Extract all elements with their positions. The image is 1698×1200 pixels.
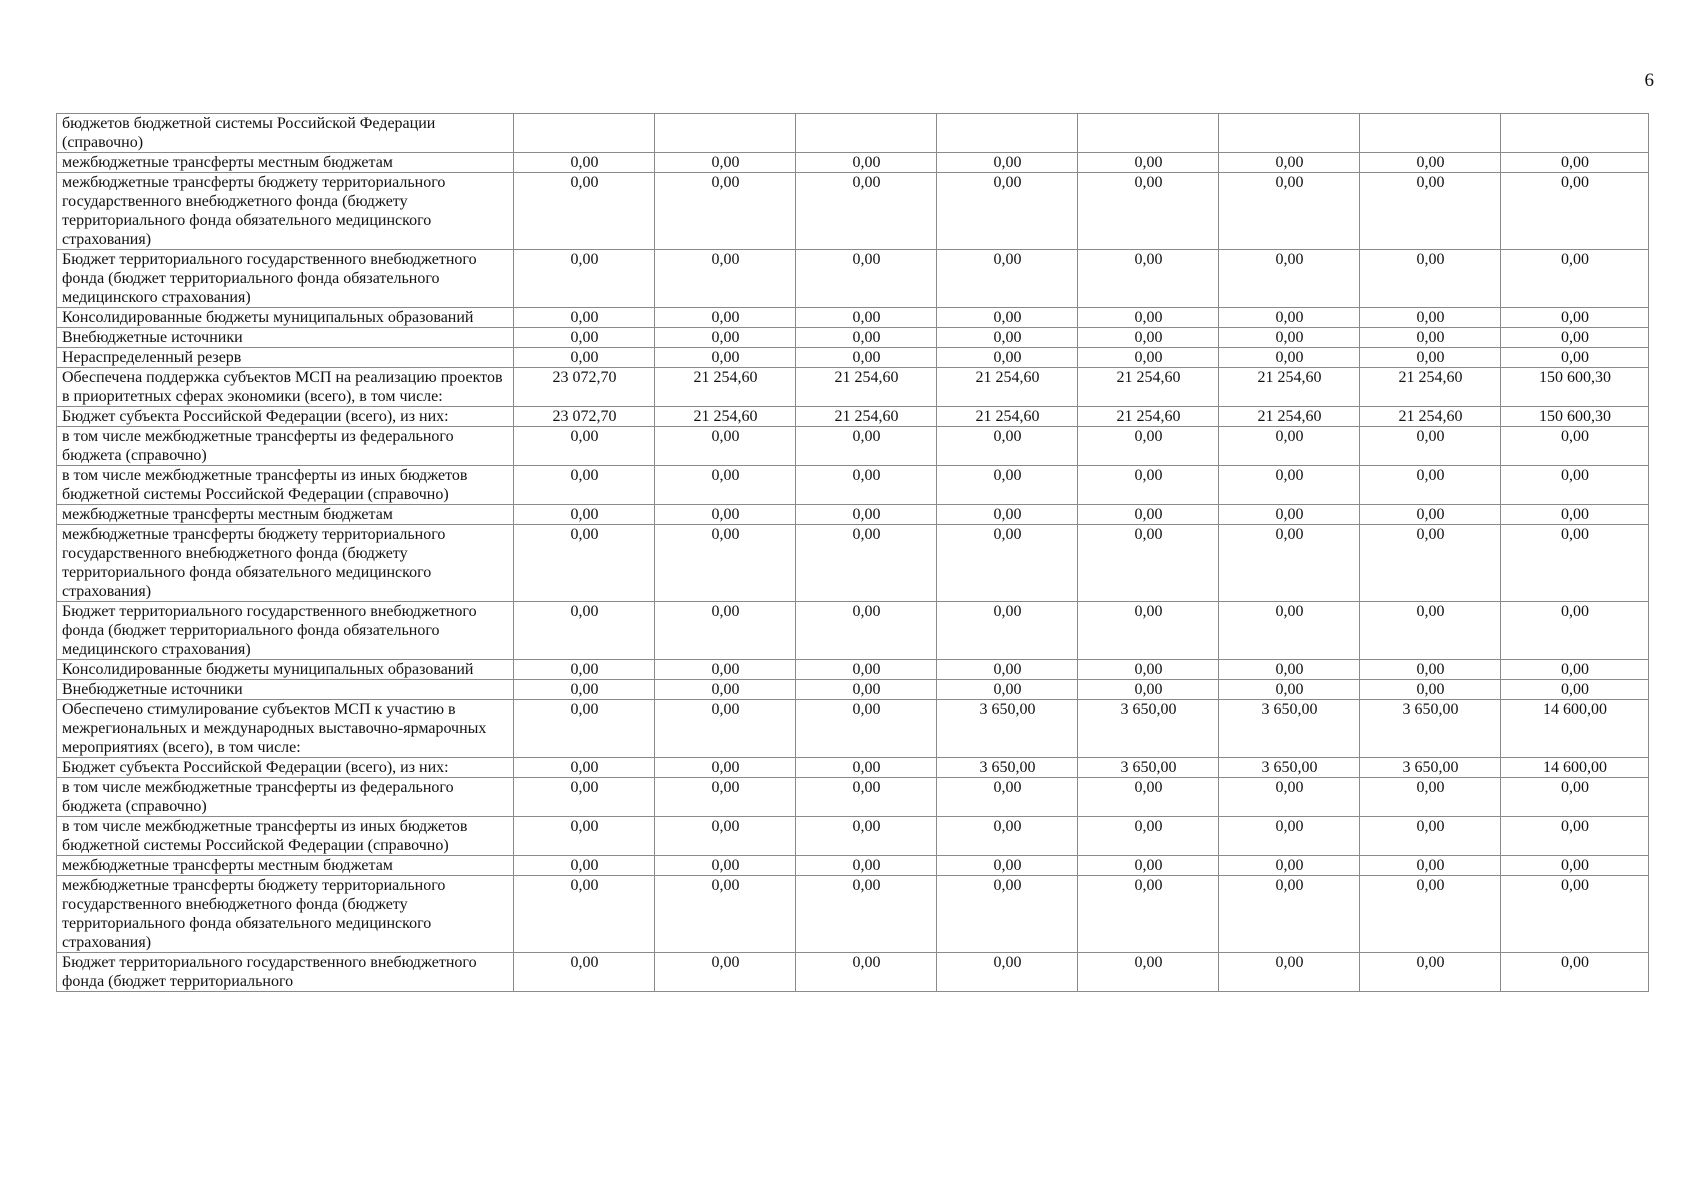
value-cell: 21 254,60 (1360, 368, 1501, 407)
value-cell: 21 254,60 (1078, 407, 1219, 427)
value-cell: 0,00 (514, 505, 655, 525)
value-cell: 21 254,60 (655, 407, 796, 427)
total-cell: 0,00 (1501, 308, 1649, 328)
value-cell: 3 650,00 (1078, 700, 1219, 758)
value-cell: 0,00 (1078, 466, 1219, 505)
value-cell: 0,00 (1360, 817, 1501, 856)
table-row (57, 680, 1649, 700)
value-cell: 0,00 (1078, 856, 1219, 876)
value-cell: 0,00 (1360, 153, 1501, 173)
value-cell: 0,00 (1219, 856, 1360, 876)
value-cell: 0,00 (514, 525, 655, 602)
value-cell: 3 650,00 (1219, 700, 1360, 758)
value-cell: 0,00 (514, 758, 655, 778)
value-cell: 0,00 (937, 953, 1078, 992)
value-cell: 0,00 (1219, 173, 1360, 250)
value-cell: 0,00 (655, 308, 796, 328)
value-cell: 0,00 (1219, 953, 1360, 992)
table-row (57, 114, 1649, 153)
value-cell: 21 254,60 (937, 368, 1078, 407)
table-row (57, 953, 1649, 992)
value-cell: 0,00 (1360, 328, 1501, 348)
value-cell (796, 114, 937, 153)
table-row (57, 525, 1649, 602)
value-cell: 0,00 (1360, 602, 1501, 660)
total-cell: 0,00 (1501, 817, 1649, 856)
value-cell: 0,00 (1360, 876, 1501, 953)
value-cell: 21 254,60 (796, 407, 937, 427)
row-label: в том числе межбюджетные трансферты из федерального бюджета (справочно) (57, 778, 514, 817)
row-label: Бюджет субъекта Российской Федерации (всего), из них: (57, 407, 514, 427)
table-row (57, 308, 1649, 328)
value-cell: 0,00 (937, 817, 1078, 856)
value-cell: 0,00 (1078, 778, 1219, 817)
row-label: Бюджет территориального государственного внебюджетного фонда (бюджет территориального фонда обязательного медицинского страхования) (57, 250, 514, 308)
table-row (57, 348, 1649, 368)
value-cell: 21 254,60 (796, 368, 937, 407)
total-cell: 14 600,00 (1501, 758, 1649, 778)
table-row (57, 328, 1649, 348)
table-row (57, 466, 1649, 505)
value-cell: 0,00 (796, 173, 937, 250)
value-cell: 0,00 (655, 427, 796, 466)
value-cell: 0,00 (937, 602, 1078, 660)
value-cell: 3 650,00 (1219, 758, 1360, 778)
value-cell: 0,00 (1078, 348, 1219, 368)
value-cell: 0,00 (1219, 525, 1360, 602)
value-cell: 0,00 (1219, 250, 1360, 308)
value-cell: 0,00 (937, 876, 1078, 953)
value-cell: 0,00 (1078, 153, 1219, 173)
table-row (57, 153, 1649, 173)
value-cell: 0,00 (655, 680, 796, 700)
value-cell: 0,00 (1360, 856, 1501, 876)
total-cell: 0,00 (1501, 953, 1649, 992)
value-cell (655, 114, 796, 153)
value-cell: 0,00 (514, 250, 655, 308)
total-cell: 0,00 (1501, 660, 1649, 680)
value-cell: 0,00 (655, 856, 796, 876)
total-cell: 0,00 (1501, 856, 1649, 876)
table-row (57, 817, 1649, 856)
table-row (57, 758, 1649, 778)
value-cell: 0,00 (1219, 466, 1360, 505)
value-cell: 0,00 (1078, 505, 1219, 525)
value-cell: 0,00 (655, 505, 796, 525)
value-cell: 0,00 (1360, 308, 1501, 328)
value-cell: 0,00 (1078, 308, 1219, 328)
row-label: Бюджет субъекта Российской Федерации (всего), из них: (57, 758, 514, 778)
value-cell: 0,00 (1219, 348, 1360, 368)
row-label: межбюджетные трансферты бюджету территориального государственного внебюджетного фонда (бюджету территориального фонда обязательного медицинского страхования) (57, 173, 514, 250)
value-cell: 0,00 (514, 602, 655, 660)
total-cell: 150 600,30 (1501, 368, 1649, 407)
value-cell: 0,00 (796, 466, 937, 505)
row-label: межбюджетные трансферты местным бюджетам (57, 505, 514, 525)
value-cell: 0,00 (1078, 953, 1219, 992)
table-row (57, 427, 1649, 466)
value-cell: 23 072,70 (514, 368, 655, 407)
row-label: Консолидированные бюджеты муниципальных образований (57, 308, 514, 328)
value-cell: 0,00 (655, 328, 796, 348)
value-cell: 0,00 (514, 348, 655, 368)
row-label: Внебюджетные источники (57, 328, 514, 348)
value-cell: 0,00 (796, 680, 937, 700)
value-cell: 0,00 (655, 153, 796, 173)
total-cell: 150 600,30 (1501, 407, 1649, 427)
value-cell: 0,00 (796, 348, 937, 368)
total-cell: 0,00 (1501, 505, 1649, 525)
value-cell: 0,00 (1360, 173, 1501, 250)
table-row (57, 505, 1649, 525)
table-row (57, 778, 1649, 817)
value-cell: 3 650,00 (1078, 758, 1219, 778)
value-cell: 0,00 (655, 348, 796, 368)
value-cell: 0,00 (1360, 953, 1501, 992)
value-cell: 0,00 (514, 660, 655, 680)
value-cell: 0,00 (937, 250, 1078, 308)
value-cell: 0,00 (655, 602, 796, 660)
value-cell: 0,00 (1219, 328, 1360, 348)
value-cell: 0,00 (514, 680, 655, 700)
value-cell: 0,00 (796, 660, 937, 680)
value-cell: 21 254,60 (1219, 368, 1360, 407)
budget-table (56, 113, 1649, 992)
row-label: Бюджет территориального государственного внебюджетного фонда (бюджет территориального фонда обязательного медицинского страхования) (57, 602, 514, 660)
value-cell (514, 114, 655, 153)
total-cell: 0,00 (1501, 173, 1649, 250)
value-cell: 0,00 (514, 173, 655, 250)
table-row (57, 660, 1649, 680)
row-label: межбюджетные трансферты местным бюджетам (57, 856, 514, 876)
value-cell: 0,00 (1219, 505, 1360, 525)
value-cell: 0,00 (655, 525, 796, 602)
value-cell: 0,00 (1078, 173, 1219, 250)
value-cell: 0,00 (1360, 427, 1501, 466)
total-cell: 0,00 (1501, 328, 1649, 348)
row-label: в том числе межбюджетные трансферты из иных бюджетов бюджетной системы Российской Федерации (справочно) (57, 817, 514, 856)
value-cell: 3 650,00 (1360, 758, 1501, 778)
value-cell: 0,00 (1078, 680, 1219, 700)
value-cell: 0,00 (796, 250, 937, 308)
total-cell: 0,00 (1501, 876, 1649, 953)
value-cell: 0,00 (937, 466, 1078, 505)
value-cell: 0,00 (1219, 660, 1360, 680)
value-cell: 0,00 (655, 953, 796, 992)
value-cell: 0,00 (796, 700, 937, 758)
value-cell: 0,00 (1078, 427, 1219, 466)
value-cell: 21 254,60 (937, 407, 1078, 427)
row-label: Нераспределенный резерв (57, 348, 514, 368)
value-cell: 0,00 (937, 778, 1078, 817)
value-cell: 0,00 (655, 173, 796, 250)
value-cell: 0,00 (796, 817, 937, 856)
value-cell: 0,00 (514, 953, 655, 992)
table-row (57, 173, 1649, 250)
value-cell: 0,00 (514, 876, 655, 953)
row-label: Обеспечено стимулирование субъектов МСП к участию в межрегиональных и международных выставочно-ярмарочных мероприятиях (всего), в том числе: (57, 700, 514, 758)
value-cell: 0,00 (655, 660, 796, 680)
table-row (57, 368, 1649, 407)
row-label: Бюджет территориального государственного внебюджетного фонда (бюджет территориального (57, 953, 514, 992)
value-cell: 0,00 (1219, 427, 1360, 466)
value-cell: 0,00 (796, 505, 937, 525)
table-row (57, 700, 1649, 758)
row-label: межбюджетные трансферты бюджету территориального государственного внебюджетного фонда (бюджету территориального фонда обязательного медицинского страхования) (57, 876, 514, 953)
value-cell: 0,00 (937, 173, 1078, 250)
row-label: в том числе межбюджетные трансферты из иных бюджетов бюджетной системы Российской Федерации (справочно) (57, 466, 514, 505)
value-cell: 0,00 (514, 778, 655, 817)
value-cell: 0,00 (1219, 680, 1360, 700)
value-cell (1078, 114, 1219, 153)
table-row (57, 407, 1649, 427)
value-cell: 0,00 (796, 758, 937, 778)
value-cell: 0,00 (796, 602, 937, 660)
value-cell: 0,00 (1078, 660, 1219, 680)
value-cell: 0,00 (796, 308, 937, 328)
value-cell: 0,00 (1360, 660, 1501, 680)
total-cell: 0,00 (1501, 466, 1649, 505)
value-cell: 3 650,00 (1360, 700, 1501, 758)
value-cell: 0,00 (514, 700, 655, 758)
row-label: бюджетов бюджетной системы Российской Федерации (справочно) (57, 114, 514, 153)
row-label: Консолидированные бюджеты муниципальных образований (57, 660, 514, 680)
value-cell: 0,00 (514, 856, 655, 876)
value-cell: 0,00 (937, 660, 1078, 680)
row-label: Обеспечена поддержка субъектов МСП на реализацию проектов в приоритетных сферах экономики (всего), в том числе: (57, 368, 514, 407)
value-cell: 0,00 (655, 758, 796, 778)
value-cell: 21 254,60 (655, 368, 796, 407)
value-cell: 0,00 (937, 680, 1078, 700)
value-cell: 0,00 (655, 250, 796, 308)
total-cell: 0,00 (1501, 778, 1649, 817)
page-number: 6 (1644, 70, 1654, 91)
value-cell: 3 650,00 (937, 700, 1078, 758)
value-cell: 0,00 (655, 876, 796, 953)
value-cell: 0,00 (514, 466, 655, 505)
row-label: Внебюджетные источники (57, 680, 514, 700)
value-cell: 0,00 (1078, 250, 1219, 308)
value-cell: 0,00 (796, 525, 937, 602)
value-cell: 0,00 (1360, 525, 1501, 602)
value-cell: 0,00 (937, 427, 1078, 466)
value-cell: 21 254,60 (1360, 407, 1501, 427)
total-cell: 0,00 (1501, 680, 1649, 700)
value-cell: 3 650,00 (937, 758, 1078, 778)
value-cell: 0,00 (1219, 817, 1360, 856)
value-cell: 0,00 (514, 427, 655, 466)
value-cell: 0,00 (1219, 153, 1360, 173)
value-cell: 0,00 (1360, 505, 1501, 525)
value-cell: 0,00 (796, 427, 937, 466)
value-cell: 23 072,70 (514, 407, 655, 427)
value-cell: 0,00 (937, 505, 1078, 525)
value-cell (1219, 114, 1360, 153)
total-cell: 0,00 (1501, 348, 1649, 368)
value-cell: 0,00 (796, 953, 937, 992)
value-cell: 0,00 (937, 856, 1078, 876)
total-cell: 0,00 (1501, 525, 1649, 602)
value-cell: 0,00 (796, 153, 937, 173)
value-cell (937, 114, 1078, 153)
value-cell: 0,00 (937, 348, 1078, 368)
value-cell: 0,00 (796, 876, 937, 953)
value-cell: 0,00 (514, 817, 655, 856)
value-cell: 0,00 (514, 328, 655, 348)
value-cell: 0,00 (1078, 876, 1219, 953)
value-cell: 0,00 (1360, 250, 1501, 308)
value-cell: 0,00 (1219, 876, 1360, 953)
value-cell: 0,00 (796, 328, 937, 348)
value-cell: 0,00 (655, 817, 796, 856)
table-row (57, 250, 1649, 308)
row-label: межбюджетные трансферты бюджету территориального государственного внебюджетного фонда (бюджету территориального фонда обязательного медицинского страхования) (57, 525, 514, 602)
value-cell: 0,00 (655, 466, 796, 505)
total-cell: 0,00 (1501, 427, 1649, 466)
value-cell: 21 254,60 (1078, 368, 1219, 407)
value-cell: 0,00 (514, 153, 655, 173)
value-cell: 0,00 (937, 153, 1078, 173)
value-cell: 0,00 (796, 856, 937, 876)
total-cell (1501, 114, 1649, 153)
table-row (57, 602, 1649, 660)
value-cell: 0,00 (1078, 817, 1219, 856)
value-cell: 0,00 (1078, 602, 1219, 660)
row-label: межбюджетные трансферты местным бюджетам (57, 153, 514, 173)
value-cell: 0,00 (1078, 328, 1219, 348)
value-cell: 0,00 (937, 328, 1078, 348)
value-cell: 0,00 (1078, 525, 1219, 602)
value-cell: 0,00 (655, 700, 796, 758)
value-cell: 21 254,60 (1219, 407, 1360, 427)
row-label: в том числе межбюджетные трансферты из федерального бюджета (справочно) (57, 427, 514, 466)
total-cell: 0,00 (1501, 602, 1649, 660)
table-row (57, 856, 1649, 876)
table-body (57, 114, 1649, 992)
value-cell: 0,00 (796, 778, 937, 817)
value-cell: 0,00 (1360, 466, 1501, 505)
total-cell: 0,00 (1501, 250, 1649, 308)
table-row (57, 876, 1649, 953)
value-cell: 0,00 (514, 308, 655, 328)
value-cell: 0,00 (937, 308, 1078, 328)
total-cell: 0,00 (1501, 153, 1649, 173)
value-cell: 0,00 (1360, 680, 1501, 700)
value-cell: 0,00 (1360, 348, 1501, 368)
value-cell: 0,00 (1360, 778, 1501, 817)
total-cell: 14 600,00 (1501, 700, 1649, 758)
value-cell: 0,00 (937, 525, 1078, 602)
value-cell: 0,00 (1219, 602, 1360, 660)
value-cell: 0,00 (1219, 308, 1360, 328)
value-cell: 0,00 (1219, 778, 1360, 817)
value-cell: 0,00 (655, 778, 796, 817)
value-cell (1360, 114, 1501, 153)
